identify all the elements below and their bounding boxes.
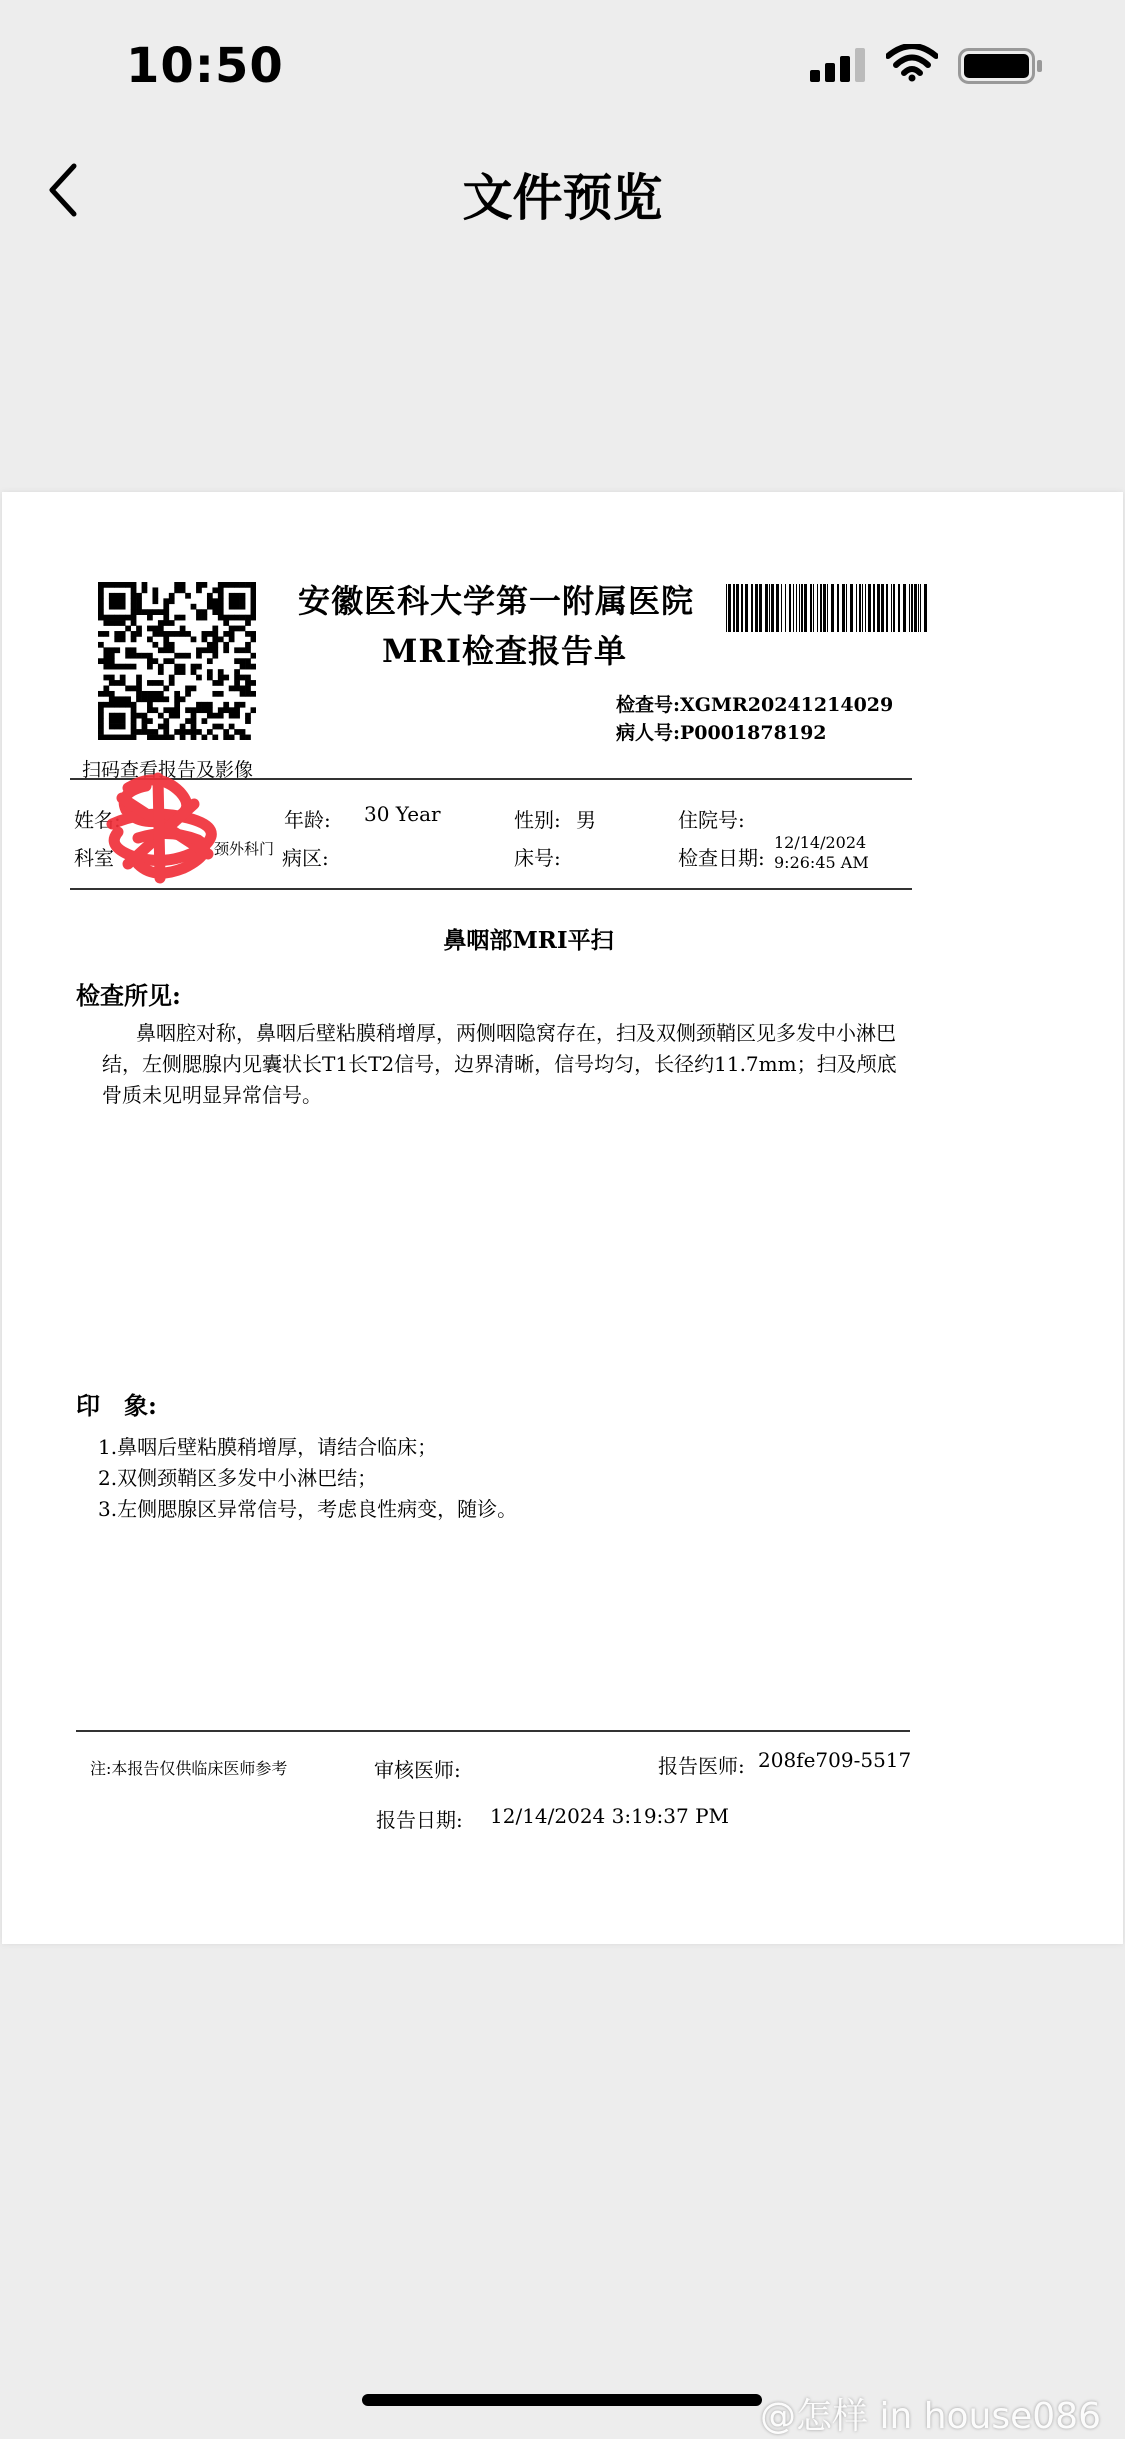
impression-item: 1.鼻咽后壁粘膜稍增厚，请结合临床； [98,1435,438,1459]
exam-item-title: 鼻咽部MRI平扫 [443,927,614,954]
wifi-icon [886,44,938,82]
inpatient-label: 住院号: [678,808,745,832]
document-preview [2,492,1123,1944]
age-label: 年龄: [284,808,331,832]
gender-label: 性别: [514,808,561,832]
watermark: @怎样 in house086 [760,2396,1101,2437]
status-bar [0,0,1125,130]
exam-time: 9:26:45 AM [774,853,869,872]
signal-icon [810,48,868,82]
report-date: 12/14/2024 3:19:37 PM [490,1804,730,1828]
redaction-mark [98,768,238,888]
page-title: 文件预览 [462,169,663,227]
exam-date: 12/14/2024 [774,833,867,852]
impression-heading: 印 象: [76,1391,157,1420]
barcode-icon [726,584,930,632]
exam-date-label: 检查日期: [678,846,765,870]
dept-value: 颈外科门 [214,840,275,858]
hospital-name: 安徽医科大学第一附属医院 [298,582,695,620]
age-value: 30 Year [364,802,441,826]
dept-label: 科室 [74,846,114,870]
exam-number: 检查号:XGMR20241214029 [616,694,894,716]
reporter-label: 报告医师: [658,1754,745,1778]
findings-heading: 检查所见: [76,981,181,1010]
qr-caption: 扫码查看报告及影像 [82,759,254,781]
name-label: 姓名: [74,808,121,832]
findings-text: 鼻咽腔对称，鼻咽后壁粘膜稍增厚，两侧咽隐窝存在，扫及双侧颈鞘区见多发中小淋巴结，左侧腮腺内见囊状长T1长T2信号，边界清晰，信号均匀，长径约11.7mm；扫及颅底骨质未见明显异常信号。 [102,1021,897,1107]
gender-value: 男 [576,808,596,832]
footer-note: 注:本报告仅供临床医师参考 [90,1759,288,1778]
nav-bar [0,130,1125,250]
ward-label: 病区: [282,846,329,870]
report-title: MRI检查报告单 [382,632,627,670]
impression-item: 3.左侧腮腺区异常信号，考虑良性病变，随诊。 [98,1497,518,1521]
home-indicator[interactable] [362,2394,762,2406]
bed-label: 床号: [514,846,561,870]
divider [70,888,912,890]
reporter-value: 208fe709-5517 [758,1748,912,1772]
patient-number: 病人号:P0001878192 [616,722,827,744]
battery-icon [958,48,1044,84]
divider [76,1730,910,1732]
status-time: 10:50 [126,38,284,94]
impression-item: 2.双侧颈鞘区多发中小淋巴结； [98,1466,378,1490]
qr-code-icon[interactable] [98,582,256,740]
report-date-label: 报告日期: [376,1808,463,1832]
reviewer-label: 审核医师: [374,1758,461,1782]
